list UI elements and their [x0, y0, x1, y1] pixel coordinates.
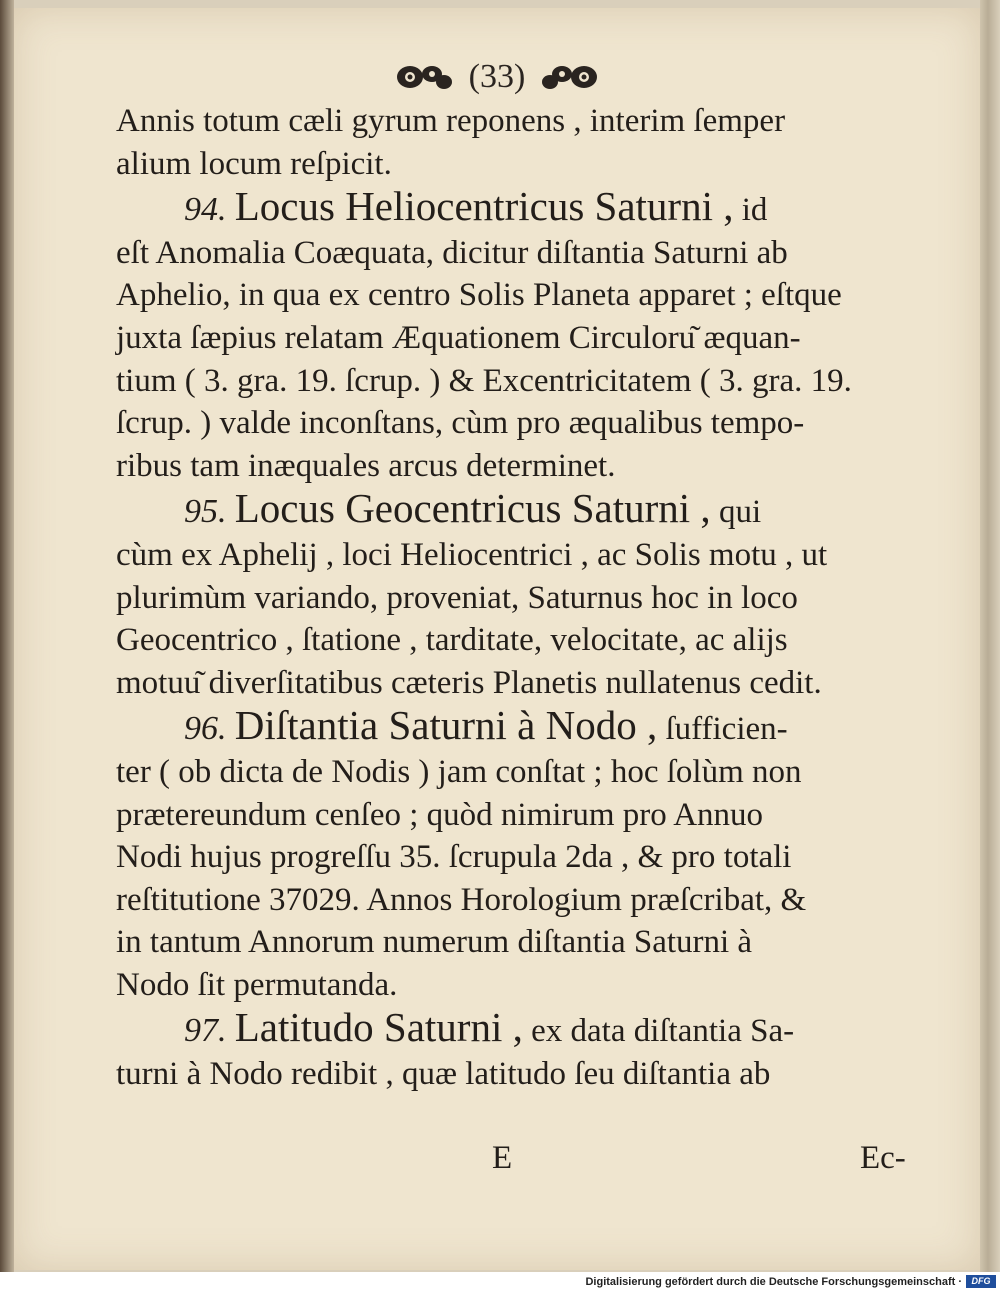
first-line-rest: id — [741, 192, 768, 229]
text-line: Geocentrico , ſtatione , tarditate, velocitate, ac alijs — [116, 622, 788, 659]
paragraph-95-first-line — [116, 487, 912, 534]
text-line: Nodi hujus progreſſu 35. ſcrupula 2da , & pro totali — [116, 839, 792, 876]
text-line: juxta ſæpius relatam Æquationem Circuloru͂ æquan- — [116, 319, 801, 356]
book-gutter-edge — [0, 0, 14, 1272]
paragraph-heading: Locus Geocentricus Saturni , — [234, 485, 711, 532]
dfg-logo-icon: DFG — [966, 1275, 996, 1288]
paragraph-heading: Latitudo Saturni , — [234, 1004, 523, 1051]
first-line-rest: qui — [718, 494, 762, 531]
text-line: eſt Anomalia Coæquata, dicitur diſtantia Saturni ab — [116, 234, 788, 271]
first-line-rest: ex data diſtantia Sa- — [531, 1013, 795, 1050]
page-foot-catchline — [14, 1140, 980, 1180]
text-line: cùm ex Aphelij , loci Heliocentrici , ac Solis motu , ut — [116, 536, 828, 573]
text-line: tium ( 3. gra. 19. ſcrup. ) & Excentricitatem ( 3. gra. 19. — [116, 362, 852, 399]
book-page — [14, 8, 980, 1270]
text-line: Nodo ſit permutanda. — [116, 966, 398, 1003]
text-line: turni à Nodo redibit , quæ latitudo ſeu diſtantia ab — [116, 1056, 771, 1093]
text-line: reſtitutione 37029. Annos Horologium præſcribat, & — [116, 881, 807, 918]
text-line: alium locum reſpicit. — [116, 145, 392, 182]
page-header — [14, 56, 980, 96]
signature-mark: E — [492, 1140, 513, 1176]
floral-ornament-right-icon — [540, 60, 602, 94]
paragraph-number: 94. — [184, 191, 227, 229]
body-text — [116, 100, 912, 1096]
floral-ornament-left-icon — [392, 60, 454, 94]
paragraph-number: 95. — [184, 493, 227, 531]
text-line: motuu͂ diverſitatibus cæteris Planetis nullatenus cedit. — [116, 664, 822, 701]
paragraph-97-first-line — [116, 1006, 912, 1053]
paragraph-heading: Diſtantia Saturni à Nodo , — [234, 702, 658, 749]
paragraph-94-first-line — [116, 185, 912, 232]
text-line: ribus tam inæquales arcus determinet. — [116, 447, 616, 484]
text-line: plurimùm variando, proveniat, Saturnus hoc in loco — [116, 579, 798, 616]
text-line: Annis totum cæli gyrum reponens , interim ſemper — [116, 103, 786, 139]
paragraph-number: 96. — [184, 710, 227, 748]
text-line: Aphelio, in qua ex centro Solis Planeta apparet ; eſtque — [116, 277, 842, 314]
paragraph-number: 97. — [184, 1012, 227, 1050]
text-line: ſcrup. ) valde inconſtans, cùm pro æqualibus tempo- — [116, 405, 805, 442]
text-line: prætereundum cenſeo ; quòd nimirum pro Annuo — [116, 796, 764, 833]
text-line: in tantum Annorum numerum diſtantia Saturni à — [116, 924, 753, 961]
paragraph-heading: Locus Heliocentricus Saturni , — [234, 183, 734, 230]
text-line: ter ( ob dicta de Nodis ) jam conſtat ; hoc ſolùm non — [116, 753, 802, 790]
paragraph-96-first-line — [116, 704, 912, 751]
book-fore-edge — [980, 0, 1000, 1272]
digitization-footer — [0, 1272, 1000, 1292]
funding-credit: Digitalisierung gefördert durch die Deutsche Forschungsgemeinschaft · — [585, 1276, 962, 1288]
catchword: Ec- — [860, 1140, 906, 1176]
first-line-rest: ſufficien- — [665, 711, 788, 748]
page-number: (33) — [468, 58, 526, 96]
